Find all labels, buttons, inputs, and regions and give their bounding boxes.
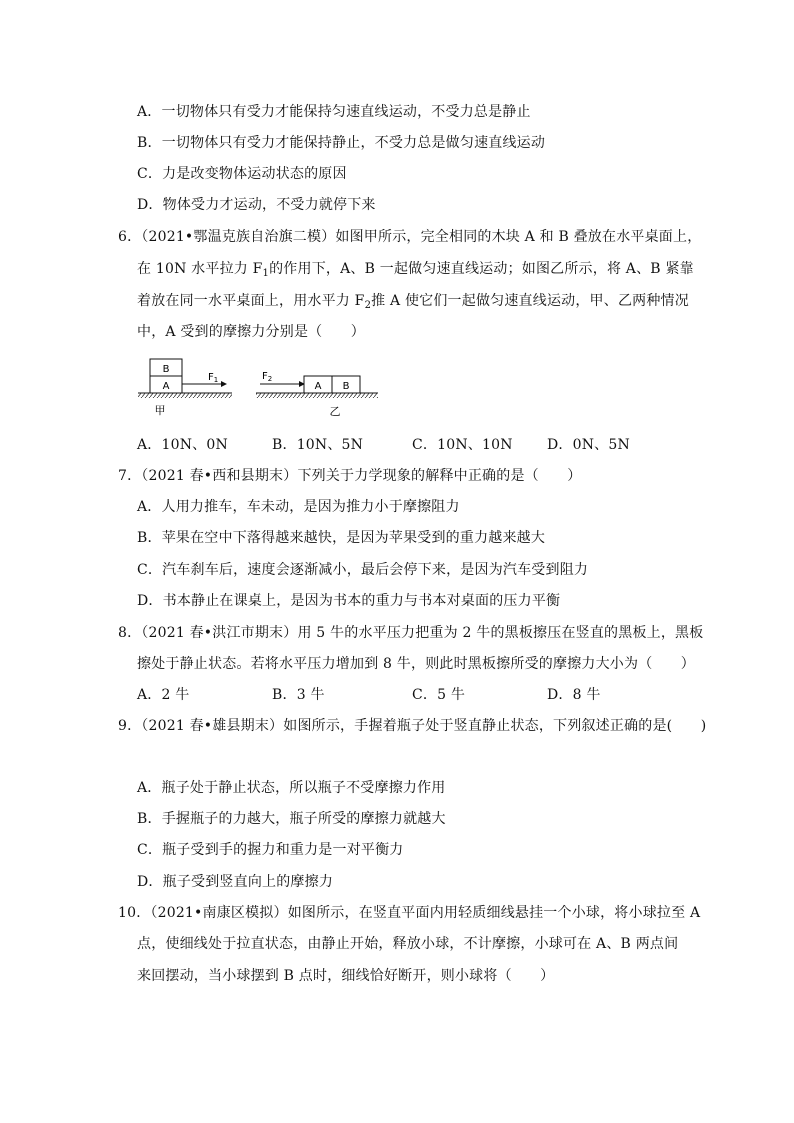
q5-option-c: C．力是改变物体运动状态的原因: [137, 166, 347, 182]
right-block-b-label: B: [342, 381, 350, 392]
q9-option-a: A．瓶子处于静止状态，所以瓶子不受摩擦力作用: [137, 780, 446, 796]
q7-option-a: A．人用力推车，车未动，是因为推力小于摩擦阻力: [137, 499, 460, 515]
q7-option-b: B．苹果在空中下落得越来越快，是因为苹果受到的重力越来越大: [137, 530, 546, 546]
q9-option-c: C．瓶子受到手的握力和重力是一对平衡力: [137, 842, 404, 858]
q9-stem: 9．（2021 春•雄县期末）如图所示，手握着瓶子处于竖直静止状态，下列叙述正确的是( ): [118, 718, 707, 734]
right-ground-hatch: [256, 393, 378, 398]
q10-stem-line-2: 点，使细线处于拉直状态，由静止开始，释放小球，不计摩擦，小球可在 A、B 两点间: [137, 936, 679, 952]
left-block-b-label: B: [162, 364, 170, 375]
q6-stem-line-2: 在 10N 水平拉力 $F_1$的作用下，A、B 一起做匀速直线运动；如图乙所示，将 A、B 紧靠: [137, 261, 694, 279]
left-force-label: $F_1$: [208, 372, 219, 384]
left-caption: 甲: [154, 404, 166, 417]
q9-option-d: D．瓶子受到竖直向上的摩擦力: [137, 874, 334, 890]
q6-option-c: C．10N、10N: [412, 437, 513, 453]
q6-stem-line-1: 6．（2021•鄂温克族自治旗二模）如图甲所示，完全相同的木块 A 和 B 叠放在水平桌面上，: [118, 229, 702, 245]
q8-option-a: A．2 牛: [137, 687, 190, 703]
q5-option-d: D．物体受力才运动，不受力就停下来: [137, 197, 376, 213]
left-ground-hatch: [138, 393, 232, 398]
q8-stem-line-1: 8．（2021 春•洪江市期末）用 5 牛的水平压力把重为 2 牛的黑板擦压在竖直的黑板上，黑板: [118, 625, 704, 641]
q5-option-a: A．一切物体只有受力才能保持匀速直线运动，不受力总是静止: [137, 104, 531, 120]
right-force-label: $F_2$: [262, 371, 273, 383]
right-block-a-label: A: [314, 381, 322, 392]
q5-option-b: B．一切物体只有受力才能保持静止，不受力总是做匀速直线运动: [137, 135, 546, 151]
q8-stem-line-2: 擦处于静止状态。若将水平压力增加到 8 牛，则此时黑板擦所受的摩擦力大小为（ ）: [137, 656, 696, 672]
q9-option-b: B．手握瓶子的力越大，瓶子所受的摩擦力就越大: [137, 811, 446, 827]
q6-stem-line-3: 着放在同一水平桌面上，用水平力 $F_2$推 A 使它们一起做匀速直线运动，甲、乙两种情况: [137, 293, 689, 311]
q10-stem-line-3: 来回摆动，当小球摆到 B 点时，细线恰好断开，则小球将（ ）: [137, 968, 555, 984]
q8-option-c: C．5 牛: [412, 687, 466, 703]
q7-option-c: C．汽车刹车后，速度会逐渐减小，最后会停下来，是因为汽车受到阻力: [137, 562, 589, 578]
q6-option-a: A．10N、0N: [137, 437, 228, 453]
q6-option-b: B．10N、5N: [272, 437, 364, 453]
left-block-a-label: A: [162, 381, 170, 392]
q8-options: [0, 685, 794, 705]
q6-options: [0, 435, 794, 455]
q6-stem-line-4: 中，A 受到的摩擦力分别是（ ）: [137, 324, 365, 340]
q7-stem: 7．（2021 春•西和县期末）下列关于力学现象的解释中正确的是（ ）: [118, 468, 582, 484]
q7-option-d: D．书本静止在课桌上，是因为书本的重力与书本对桌面的压力平衡: [137, 593, 561, 609]
right-caption: 乙: [329, 405, 341, 418]
q6-figure: [130, 352, 390, 422]
q8-option-b: B．3 牛: [272, 687, 325, 703]
q8-option-d: D．8 牛: [547, 687, 601, 703]
q10-stem-line-1: 10．（2021•南康区模拟）如图所示，在竖直平面内用轻质细线悬挂一个小球，将小球拉至 A: [118, 905, 701, 921]
q6-option-d: D．0N、5N: [547, 437, 630, 453]
